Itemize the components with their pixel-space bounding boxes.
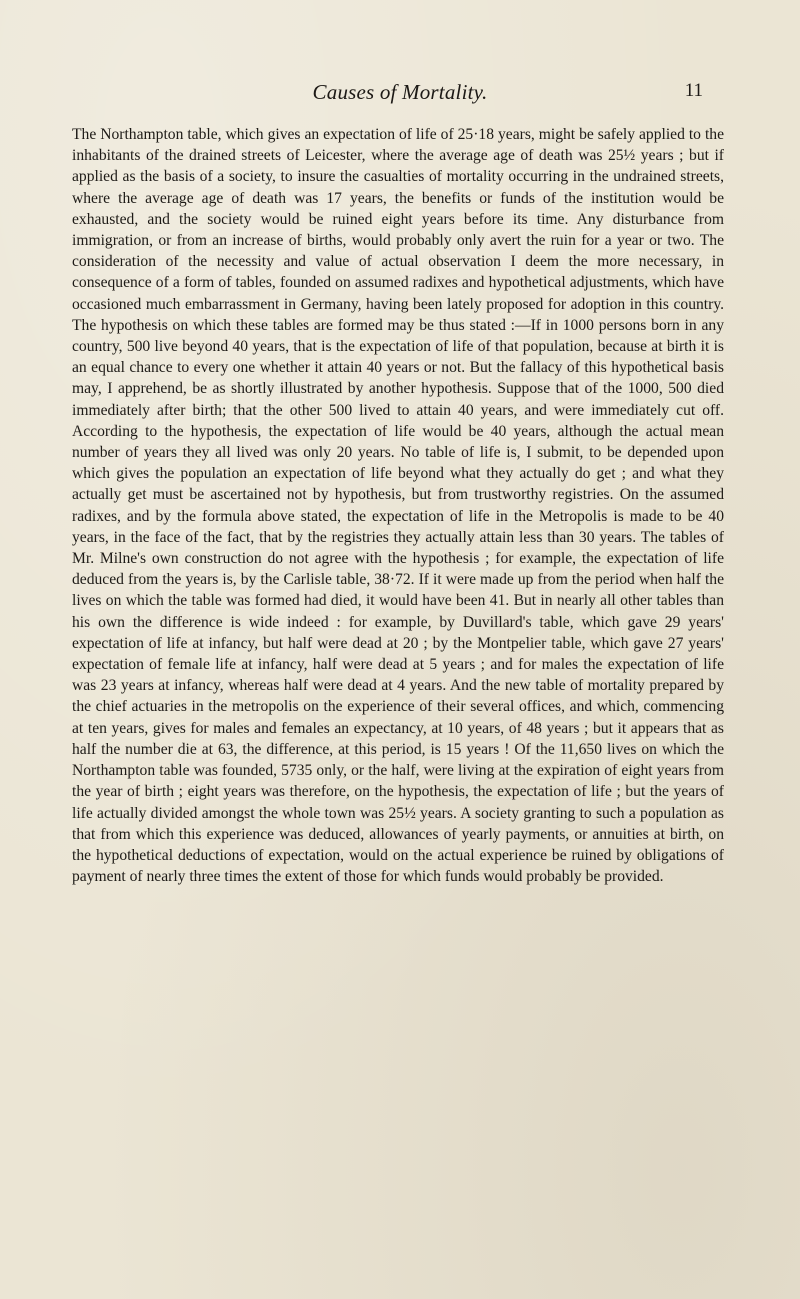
running-head bbox=[0, 80, 800, 110]
page-number: 11 bbox=[684, 80, 703, 101]
running-title: Causes of Mortality. bbox=[312, 80, 488, 104]
body-paragraph: The Northampton table, which gives an expectation of life of 25·18 years, might be safely applied to the inhabitants of the drained streets of Leicester, where the average age of death was 25½ years ; but if applied as the basis of a society, to insure the casualties of mortality occurring in the undrained streets, where the average age of death was 17 years, the benefits or funds of the institution would be exhausted, and the society would be ruined eight years before its time. Any disturbance from immigration, or from an increase of births, would probably only avert the ruin for a year or two. The consideration of the necessity and value of actual observation I deem the more necessary, in consequence of a form of tables, founded on assumed radixes and hypothetical adjustments, which have occasioned much embarrassment in Germany, having been lately proposed for adoption in this country. The hypothesis on which these tables are formed may be thus stated :—If in 1000 persons born in any country, 500 live beyond 40 years, that is the expectation of life of that population, because at birth it is an equal chance to every one whether it attain 40 years or not. But the fallacy of this hypothetical basis may, I apprehend, be as shortly illustrated by another hypothesis. Suppose that of the 1000, 500 died immediately after birth; that the other 500 lived to attain 40 years, and were immediately cut off. According to the hypothesis, the expectation of life would be 40 years, although the actual mean number of years they all lived was only 20 years. No table of life is, I submit, to be depended upon which gives the population an expectation of life beyond what they actually do get ; and what they actually get must be ascertained not by hypothesis, but from trustworthy registries. On the assumed radixes, and by the formula above stated, the expectation of life in the Metropolis is made to be 40 years, in the face of the fact, that by the registries they actually attain less than 30 years. The tables of Mr. Milne's own construction do not agree with the hypothesis ; for example, the expectation of life deduced from the years is, by the Carlisle table, 38·72. If it were made up from the period when half the lives on which the table was formed had died, it would have been 41. But in nearly all other tables than his own the difference is wide indeed : for example, by Duvillard's table, which gave 29 years' expectation of life at infancy, but half were dead at 20 ; by the Montpelier table, which gave 27 years' expectation of female life at infancy, half were dead at 5 years ; and for males the expectation of life was 23 years at infancy, whereas half were dead at 4 years. And the new table of mortality prepared by the chief actuaries in the metropolis on the experience of their several offices, and which, commencing at ten years, gives for males and females an expectancy, at 10 years, of 48 years ; but it appears that as half the number die at 63, the difference, at this period, is 15 years ! Of the 11,650 lives on which the Northampton table was founded, 5735 only, or the half, were living at the expiration of eight years from the year of birth ; eight years was therefore, on the hypothesis, the expectation of life ; but the years of life actually divided amongst the whole town was 25½ years. A society granting to such a population as that from which this experience was deduced, allowances of yearly payments, or annuities at birth, on the hypothetical deductions of expectation, would on the actual experience be ruined by obligations of payment of nearly three times the extent of those for which funds would probably be provided. bbox=[72, 126, 724, 886]
